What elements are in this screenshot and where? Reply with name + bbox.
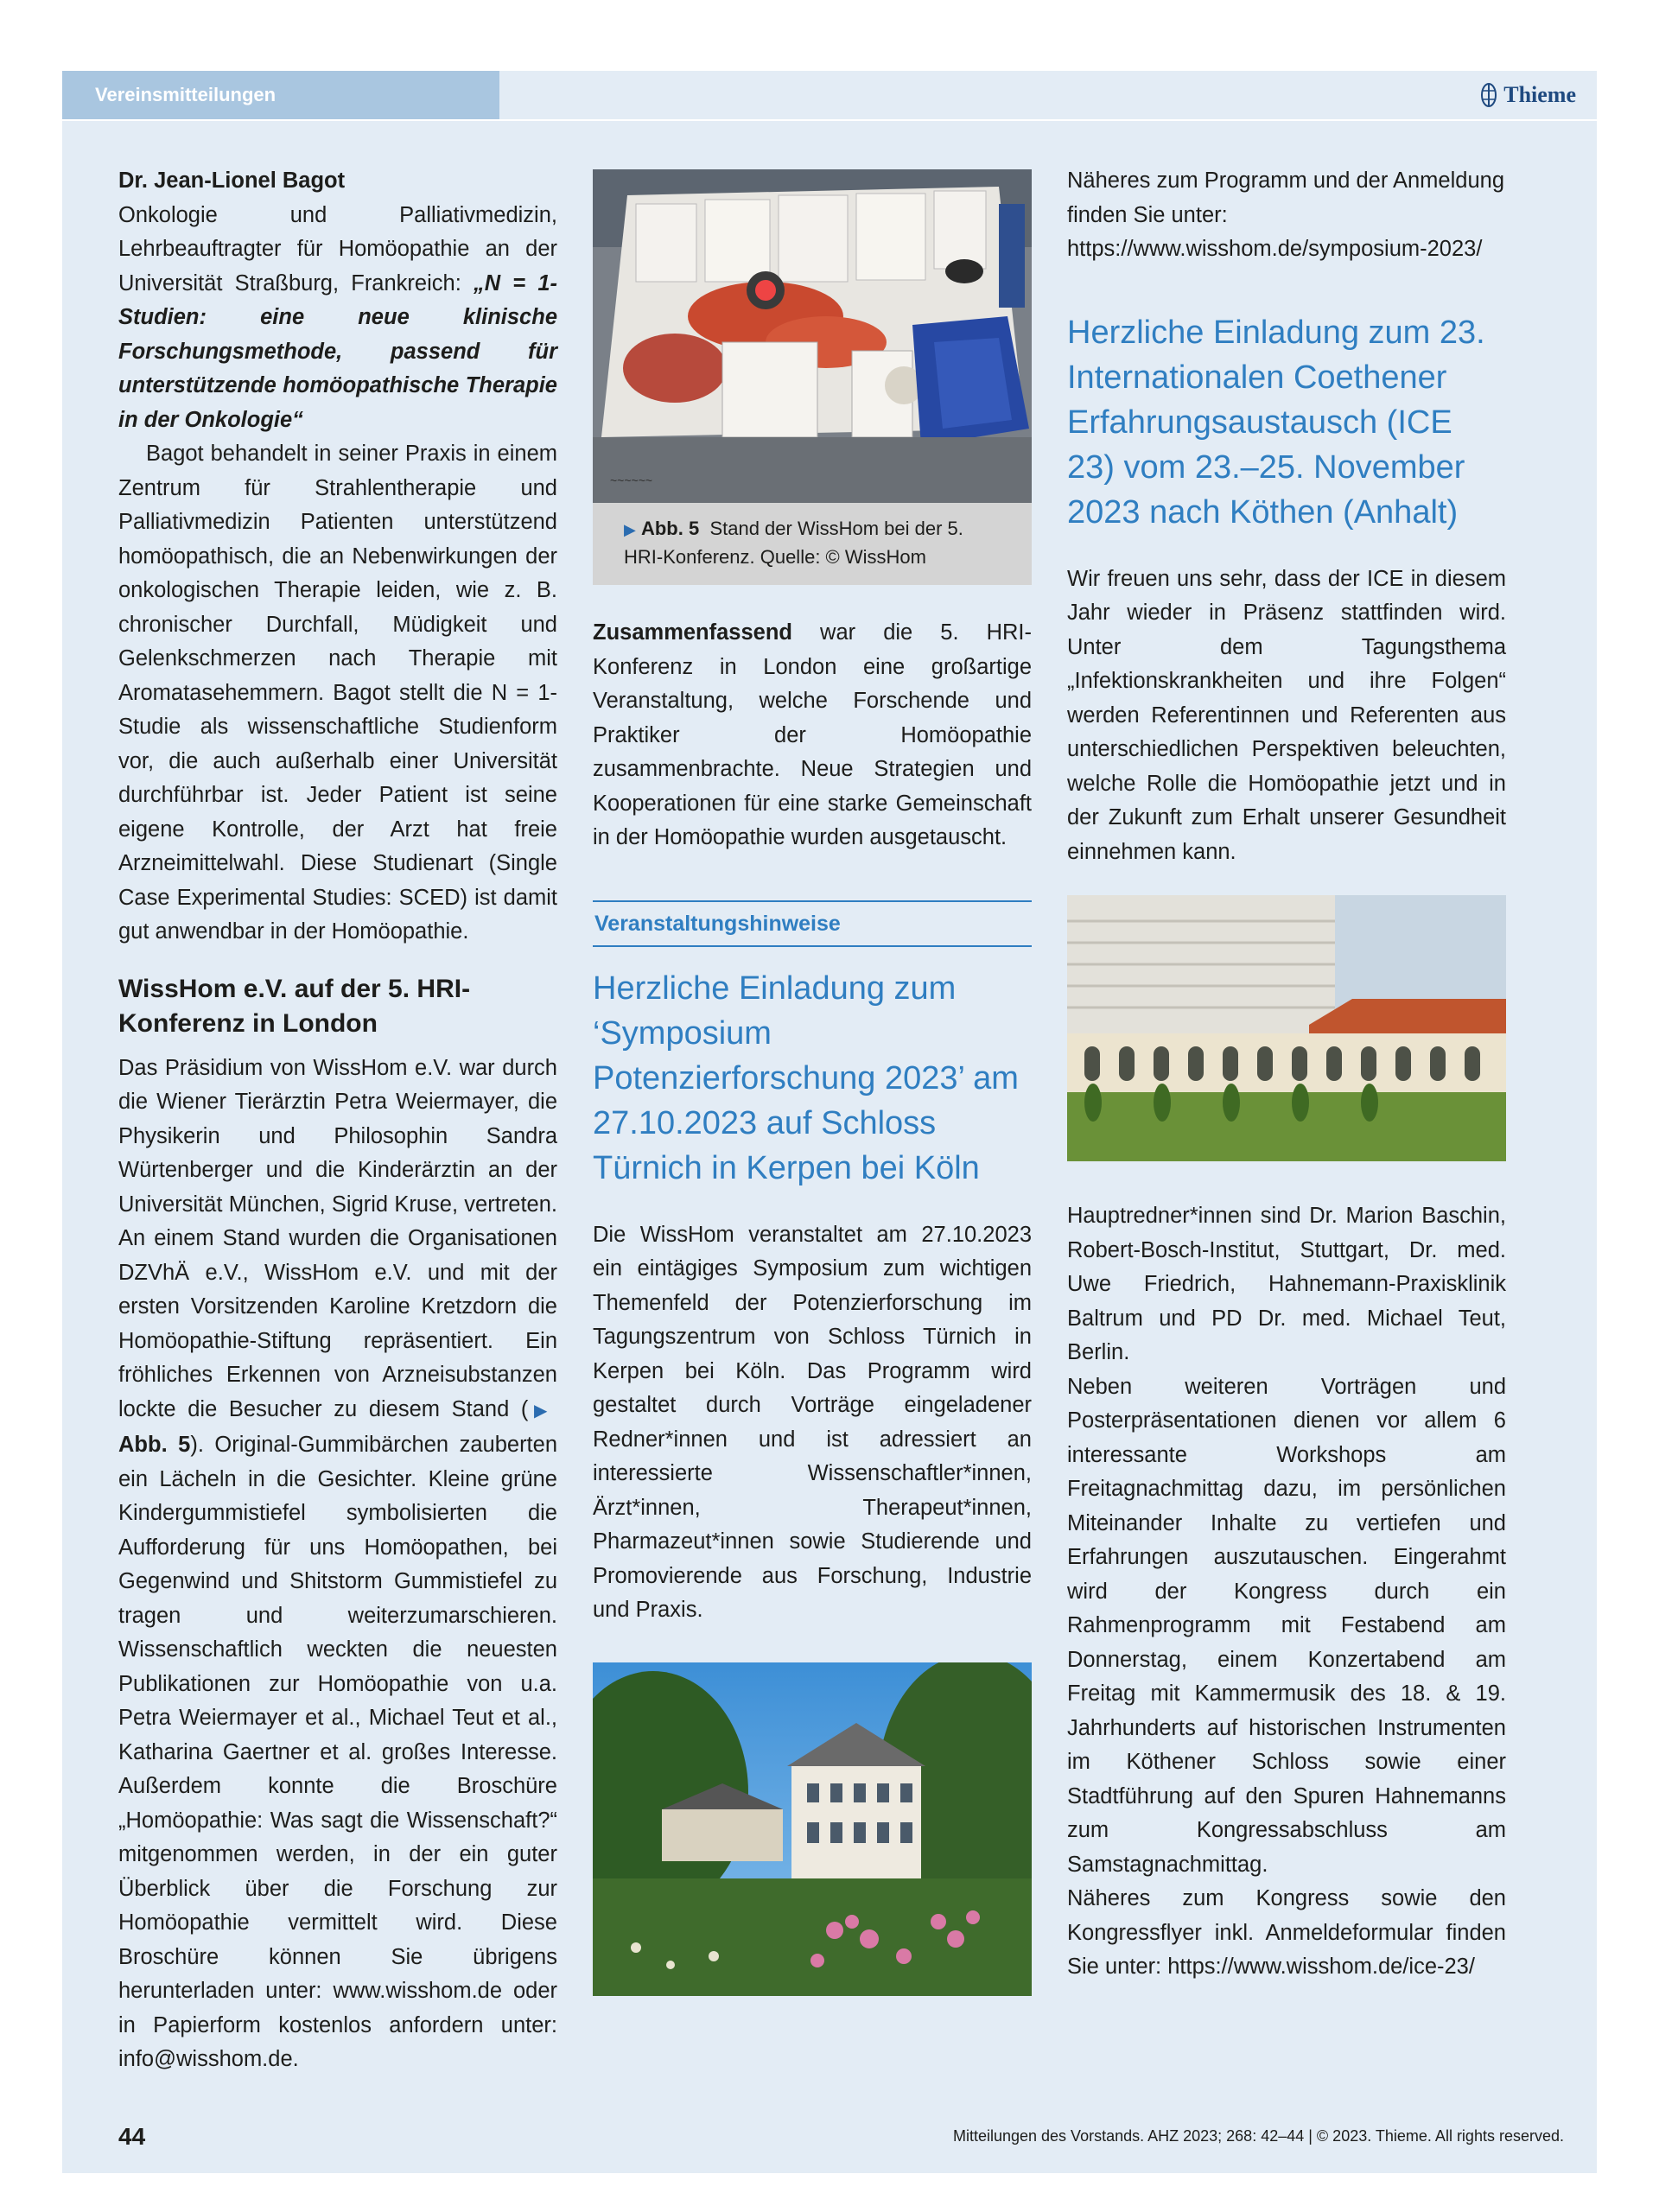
publisher-name: Thieme — [1503, 82, 1576, 107]
wisshom-paragraph — [118, 1052, 557, 2077]
program-paragraph: Neben weiteren Vorträgen und Posterpräsentationen dienen vor allem 6 interessante Workshops am Freitagnachmittag dazu, im persönlichen Miteinander Inhalte zu vertiefen und Erfahrungen auszutauschen. Eingerahmt wird der Kongress durch ein Rahmenprogramm mit Festabend am Donnerstag, einem Konzertabend am Freitag mit Kammermusik des 18. & 19. Jahrhunderts auf historischen Instrumenten im Köthener Schloss sowie einer Stadtführung auf den Spuren Hahnemanns zum Kongressabschluss am Samstagnachmittag. — [1067, 1374, 1506, 1877]
column-2 — [593, 164, 1032, 1996]
summary-text: war die 5. HRI-Konferenz in London eine großartige Veranstaltung, welche Forschende und Praktiker der Homöopathie zusammenbrachte. Neue Strategien und Kooperationen für eine starke Gemeinschaft in der Homöopathie wurden ausgetauscht. — [593, 620, 1032, 849]
caption-arrow-icon: ▶ — [624, 521, 636, 538]
schloss-tuernich-photo — [593, 1662, 1032, 1996]
figure-ref-link[interactable]: Abb. 5 — [118, 1433, 191, 1457]
summary-lead: Zusammenfassend — [593, 620, 792, 645]
thieme-logo-icon — [1479, 82, 1498, 108]
speaker-entry — [118, 164, 557, 437]
figure-label: Abb. 5 — [640, 518, 700, 539]
koethen-photo-illustration — [1067, 895, 1506, 1161]
section-heading-hri: WissHom e.V. auf der 5. HRI-Konferenz in London — [118, 974, 471, 1038]
castle-photo-illustration — [593, 1662, 1032, 1996]
symposium-paragraph: Die WissHom veranstaltet am 27.10.2023 ein eintägiges Symposium zum wichtigen Themenfeld der Potenzierforschung im Tagungszentrum von Schloss Türnich in Kerpen bei Köln. Das Programm wird gestaltet durch Vorträge eingeladener Redner*innen und ist adressiert an interessierte Wissenschaftler*innen, Ärzt*innen, Therapeut*innen, Pharmazeut*innen sowie Studierende und Promovierende aus Forschung, Industrie und Praxis. — [593, 1222, 1032, 1622]
speaker-name: Dr. Jean-Lionel Bagot — [118, 168, 346, 193]
speaker-intro: Onkologie und Palliativmedizin, Lehrbeauftragter für Homöopathie an der Universität Straßburg, Frankreich: — [118, 202, 557, 296]
booth-photo-illustration — [593, 169, 1032, 503]
ice-intro-paragraph: Wir freuen uns sehr, dass der ICE in diesem Jahr wieder in Präsenz stattfinden wird. Unter dem Tagungsthema „Infektionskrankheiten und ihre Folgen“ werden Referentinnen und Referenten aus unterschiedlichen Perspektiven beleuchten, welche Rolle die Homöopathie jetzt und in der Zukunft zum Erhalt unserer Gesundheit einnehmen kann. — [1067, 566, 1506, 864]
paragraph-text-b: ). Original-Gummibärchen zauberten ein Lächeln in die Gesichter. Kleine grüne Kindergummistiefel symbolisierten die Aufforderung für uns Homöopathen, bei Gegenwind und Shitstorm Gummistiefel zu tragen und weiterzumarschieren. Wissenschaftlich weckten die neuesten Publikationen zur Homöopathie von u.a. Petra Weiermayer et al., Michael Teut et al., Katharina Gaertner et al. großes Interesse. Außerdem konnte die Broschüre „Homöopathie: Was sagt die Wissenschaft?“ mitgenommen werden, in der ein guter Überblick über die Forschung zur Homöopathie vermittelt wird. Diese Broschüre können Sie übrigens herunterladen unter: www.wisshom.de oder in Papierform kostenlos anfordern unter: info@wisshom.de. — [118, 1433, 558, 2071]
section-tab: Vereinsmitteilungen — [62, 71, 499, 119]
figure-caption — [593, 503, 1032, 585]
figure-5-photo — [593, 169, 1032, 503]
figure-caption-text: Stand der WissHom bei der 5. HRI-Konferenz. Quelle: © WissHom — [624, 518, 963, 568]
koethen-photo — [1067, 895, 1506, 1161]
symposium-heading: Herzliche Einladung zum ‘Symposium Potenzierforschung 2023’ am 27.10.2023 auf Schloss Türnich in Kerpen bei Köln — [593, 969, 1019, 1186]
bagot-paragraph: Bagot behandelt in seiner Praxis in einem Zentrum für Strahlentherapie und Palliativmedizin Patienten unterstützend homöopathisch, die an Nebenwirkungen der onkologischen Therapie leiden, wie z. B. chronischer Durchfall, Müdigkeit und Gelenkschmerzen nach Therapie mit Aromatasehemmern. Bagot stellt die N = 1-Studie als wissenschaftliche Studienform vor, die auch außerhalb einer Universität durchführbar ist. Jeder Patient ist seine eigene Kontrolle, der Arzt hat freie Arzneimittelwahl. Diese Studienart (Single Case Experimental Studies: SCED) ist damit gut anwendbar in der Homöopathie. — [118, 442, 557, 944]
page-number: 44 — [118, 2123, 146, 2150]
paragraph-text-a: Das Präsidium von WissHom e.V. war durch die Wiener Tierärztin Petra Weiermayer, die Physikerin und Philosophin Sandra Würtenberger und die Kinderärztin an der Universität München, Sigrid Kruse, vertreten. An einem Stand wurden die Organisationen DZVhÄ e.V., WissHom e.V. und mit der ersten Vorsitzenden Karoline Kretzdorn die Homöopathie-Stiftung repräsentiert. Ein fröhliches Erkennen von Arzneisubstanzen lockte die Besucher zu diesem Stand ( — [118, 1055, 557, 1421]
svg-text:~~~~~~: ~~~~~~ — [610, 474, 653, 487]
events-section-label: Veranstaltungshinweise — [593, 900, 1032, 947]
registration-paragraph: Näheres zum Kongress sowie den Kongressflyer inkl. Anmeldeformular finden Sie unter: https://www.wisshom.de/ice-23/ — [1067, 1886, 1506, 1979]
publisher-logo — [1479, 71, 1576, 119]
summary-paragraph — [593, 616, 1032, 855]
talk-title: „N = 1-Studien: eine neue klinische Forschungsmethode, passend für unterstützende homöopathische Therapie in der Onkologie“ — [118, 270, 557, 432]
column-3 — [1067, 164, 1506, 1985]
figure-ref-arrow-icon: ▶ — [528, 1401, 553, 1421]
column-1 — [118, 164, 557, 2077]
ice-heading: Herzliche Einladung zum 23. Internationalen Coethener Erfahrungsaustausch (ICE 23) vom 23.–25. November 2023 nach Köthen (Anhalt) — [1067, 314, 1485, 531]
footer-citation: Mitteilungen des Vorstands. AHZ 2023; 268: 42–44 | © 2023. Thieme. All rights reserved. — [952, 2127, 1564, 2145]
symposium-link-paragraph: Näheres zum Programm und der Anmeldung finden Sie unter: https://www.wisshom.de/symposium-2023/ — [1067, 168, 1505, 261]
keynote-paragraph: Hauptredner*innen sind Dr. Marion Baschin, Robert-Bosch-Institut, Stuttgart, Dr. med. Uwe Friedrich, Hahnemann-Praxisklinik Baltrum und PD Dr. med. Michael Teut, Berlin. — [1067, 1204, 1506, 1364]
